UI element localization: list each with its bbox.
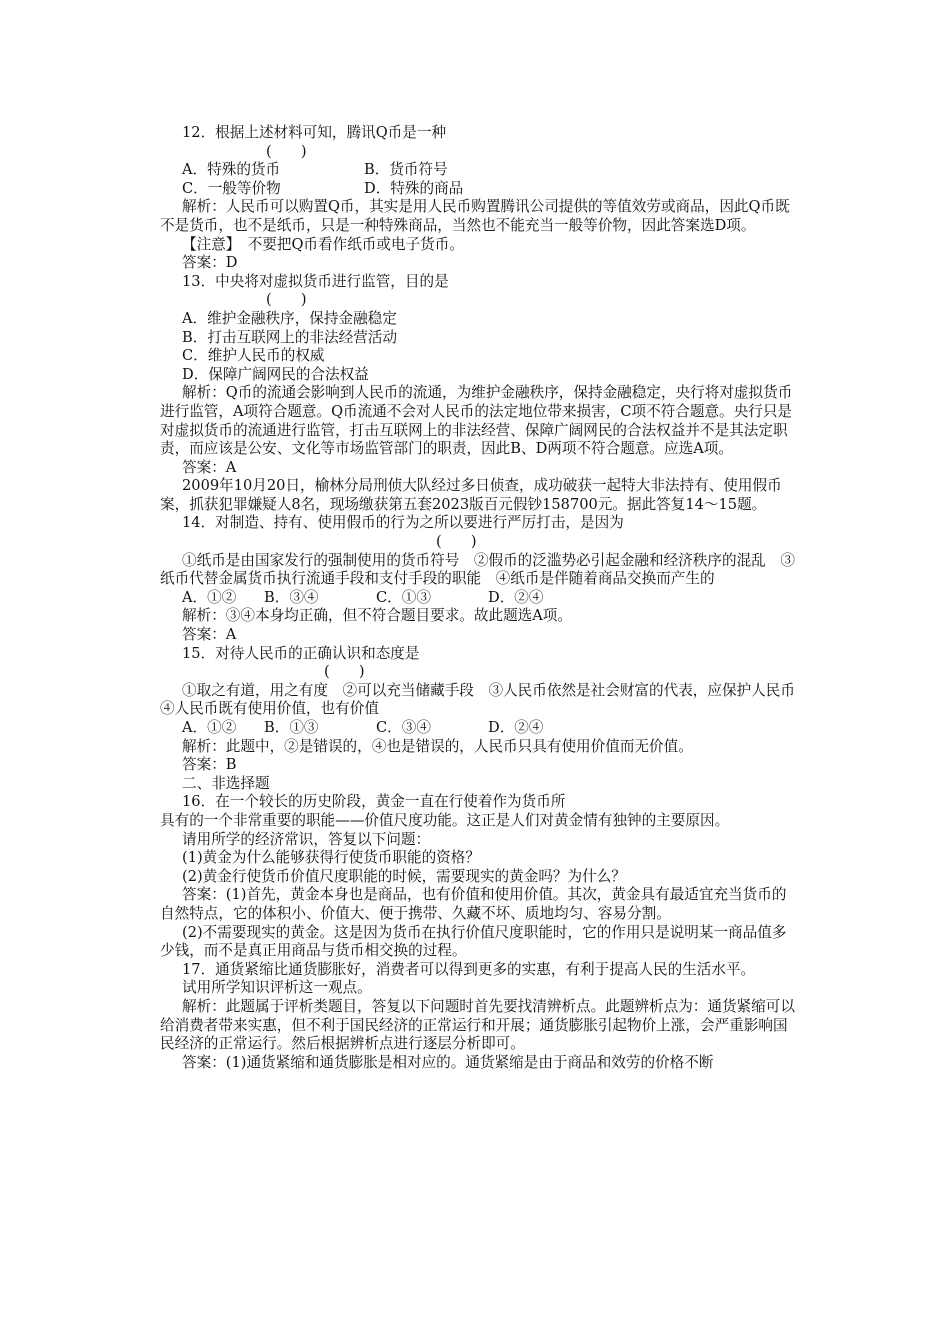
q17-analysis: 解析：此题属于评析类题目，答复以下问题时首先要找清辨析点。此题辨析点为：通货紧缩可以给消费者带来实惠，但不利于国民经济的正常运行和开展；通货膨胀引起物价上涨，会严重影响国民经济的正常运行。然后根据辨析点进行逐层分析即可。	[160, 997, 795, 1053]
q15-statements: ①取之有道，用之有度 ②可以充当储藏手段 ③人民币依然是社会财富的代表，应保护人民币 ④人民币既有使用价值，也有价值	[160, 681, 810, 718]
q16-answer2: (2)不需要现实的黄金。这是因为货币在执行价值尺度职能时，它的作用只是说明某一商品值多少钱，而不是真正用商品与货币相交换的过程。	[160, 923, 787, 960]
q15-option-c: C．③④	[376, 719, 431, 736]
q12-stem: 12．根据上述材料可知，腾讯Q币是一种	[182, 124, 447, 141]
q16-sub2: (2)黄金行使货币价值尺度职能的时候，需要现实的黄金吗？为什么？	[182, 867, 626, 885]
q15-option-b: B．①③	[264, 719, 319, 736]
q13-option-d: D．保障广阔网民的合法权益	[182, 365, 369, 383]
q14-option-b: B．③④	[264, 588, 319, 606]
q16-prompt: 请用所学的经济常识，答复以下问题：	[182, 830, 431, 848]
q16-stem-line1: 16．在一个较长的历史阶段，黄金一直在行使着作为货币所	[182, 793, 566, 811]
q14-answer-paren: ( )	[436, 533, 477, 551]
q14-options-row	[160, 589, 800, 608]
q16-answer1: 答案：(1)首先，黄金本身也是商品，也有价值和使用价值。其次，黄金具有最适宜充当货币的自然特点，它的体积小、价值大、便于携带、久藏不坏、质地均匀、容易分割。	[160, 886, 787, 922]
q14-option-c: C．①③	[376, 588, 431, 606]
q15-answer: 答案：B	[182, 756, 237, 774]
q14-statements: ①纸币是由国家发行的强制使用的货币符号 ②假币的泛滥势必引起金融和经济秩序的混乱 ③纸币代替金属货币执行流通手段和支付手段的职能 ④纸币是伴随着商品交换而产生的	[160, 551, 795, 588]
q12-answer: 答案：D	[182, 254, 238, 272]
q14-stem: 14．对制造、持有、使用假币的行为之所以要进行严厉打击，是因为	[182, 514, 624, 532]
q16-stem-line2: 具有的一个非常重要的职能——价值尺度功能。这正是人们对黄金情有独钟的主要原因。	[160, 811, 730, 829]
q12-option-d: D．特殊的商品	[364, 179, 464, 197]
q13-answer: 答案：A	[182, 458, 237, 476]
q15-option-d: D．②④	[488, 719, 544, 736]
q12-options-row-1	[160, 161, 800, 180]
q13-option-a: A．维护金融秩序，保持金融稳定	[182, 309, 397, 327]
q14-answer: 答案：A	[182, 626, 237, 644]
q17-prompt: 试用所学知识评析这一观点。	[182, 979, 372, 997]
q13-answer-paren: ( )	[266, 291, 307, 309]
q13-stem: 13．中央将对虚拟货币进行监管，目的是	[182, 272, 449, 290]
q17-stem: 17．通货紧缩比通货膨胀好，消费者可以得到更多的实惠，有利于提高人民的生活水平。	[182, 960, 756, 978]
q12-option-c: C．一般等价物	[182, 179, 281, 197]
section-heading: 二、非选择题	[182, 774, 270, 792]
q13-analysis: 解析：Q币的流通会影响到人民币的流通，为维护金融秩序，保持金融稳定，央行将对虚拟货币进行监管，A项符合题意。Q币流通不会对人民币的法定地位带来损害，C项不符合题意。央行只是对虚拟货币的流通进行监管，打击互联网上的非法经营、保障广阔网民的合法权益并不是其法定职责，而应该是公安、文化等市场监管部门的职责，因此B、D两项不符合题意。应选A项。	[160, 384, 793, 458]
q12-analysis: 解析：人民币可以购置Q币，其实是用人民币购置腾讯公司提供的等值效劳或商品，因此Q币既不是货币，也不是纸币，只是一种特殊商品，当然也不能充当一般等价物，因此答案选D项。	[160, 198, 790, 234]
q14-option-d: D．②④	[488, 588, 544, 606]
q16-sub1: (1)黄金为什么能够获得行使货币职能的资格？	[182, 849, 480, 867]
q13-option-b: B．打击互联网上的非法经营活动	[182, 328, 398, 346]
q15-analysis: 解析：此题中，②是错误的，④也是错误的，人民币只具有使用价值而无价值。	[182, 737, 693, 755]
q15-option-a: A．①②	[182, 719, 237, 736]
q15-stem: 15．对待人民币的正确认识和态度是	[182, 644, 420, 662]
q15-options-row	[160, 719, 800, 738]
q12-answer-paren: ( )	[266, 142, 307, 160]
q15-answer-paren: ( )	[324, 663, 365, 681]
q12-options-row-2	[160, 180, 800, 199]
q14-analysis: 解析：③④本身均正确，但不符合题目要求。故此题选A项。	[182, 607, 572, 625]
q12-option-a: A．特殊的货币	[182, 161, 281, 179]
q12-option-b: B．货币符号	[364, 161, 448, 179]
q13-option-c: C．维护人民币的权威	[182, 347, 325, 365]
material-paragraph: 2009年10月20日，榆林分局刑侦大队经过多日侦查，成功破获一起特大非法持有、使用假币案，抓获犯罪嫌疑人8名，现场缴获第五套2023版百元假钞158700元。据此答复14～15题。	[160, 477, 782, 513]
q14-option-a: A．①②	[182, 588, 237, 606]
q12-note: 【注意】 不要把Q币看作纸币或电子货币。	[182, 235, 464, 253]
q17-answer: 答案：(1)通货紧缩和通货膨胀是相对应的。通货紧缩是由于商品和效劳的价格不断	[182, 1053, 714, 1071]
document-page	[160, 124, 810, 1072]
